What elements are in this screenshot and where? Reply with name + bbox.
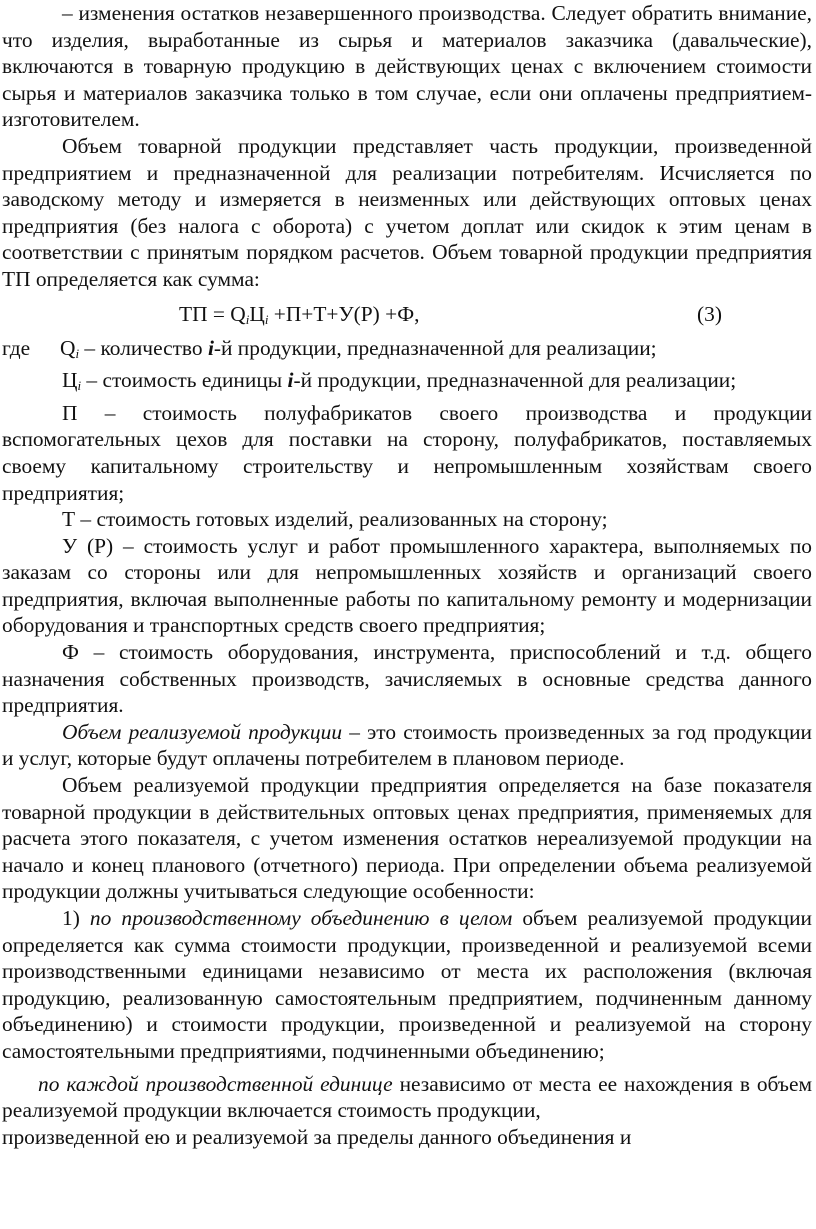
- definition-q: где $Q_i$ – количество i-й продукции, предназначенной для реализации;: [2, 335, 657, 361]
- paragraph-continuation: произведенной ею и реализуемой за пределы данного объединения и: [2, 1124, 632, 1149]
- paragraph-commodity-output: Объем товарной продукции представляет часть продукции, произведенной предприятием и предназначенной для реализации потребителям. Исчисляется по заводскому методу и измеряется в неизменных или действующих оптовых ценах предприятия (без налога с оборота) с учетом доплат или скидок к этим ценам в соответствии с принятым порядком расчетов. Объем товарной продукции предприятия ТП определяется как сумма:: [2, 133, 812, 291]
- paragraph-realized-output: Объем реализуемой продукции – это стоимость произведенных за год продукции и услуг, которые будут оплачены потребителем в плановом периоде.: [2, 719, 813, 771]
- formula-number: (3): [697, 301, 722, 326]
- definition-u: У (Р) – стоимость услуг и работ промышленного характера, выполняемых по заказам со стороны или для непромышленных хозяйств и организаций своего предприятия, включая выполненные работы по капитальному ремонту и модернизации оборудования и транспортных средств своего предприятия;: [2, 533, 812, 638]
- formula-3: [2, 293, 812, 335]
- definition-f: Ф – стоимость оборудования, инструмента, приспособлений и т.д. общего назначения собственных производств, зачисляемых в основные средства данного предприятия.: [2, 640, 812, 718]
- list-item-1: 1) по производственному объединению в целом объем реализуемой продукции определяется как сумма стоимости продукции, произведенной и реализуемой всеми производственными единицами независимо от места их расположения (включая продукцию, реализованную самостоятельным предприятием, подчиненным данному объединению) и стоимости продукции, произведенной и реализуемой на сторону самостоятельными предприятиями, подчиненными объединению;: [2, 906, 812, 1063]
- formula-expression: ТП = $Q_iЦ_i +П+Т+У(Р) +Ф$,: [179, 301, 420, 327]
- paragraph-wip: – изменения остатков незавершенного производства. Следует обратить внимание, что изделия, выработанные из сырья и материалов заказчика (давальческие), включаются в товарную продукцию в действующих ценах с включением стоимости сырья и материалов заказчика только в том случае, если они оплачены предприятием-изготовителем.: [2, 1, 812, 132]
- definition-p: П – стоимость полуфабрикатов своего производства и продукции вспомогательных цехов для поставки на сторону, полуфабрикатов, поставляемых своему капитальному строительству и непромышленным хозяйствам своего предприятия;: [2, 400, 812, 505]
- paragraph-realized-basis: Объем реализуемой продукции предприятия определяется на базе показателя товарной продукции в действительных оптовых ценах предприятия, применяемых для расчета этого показателя, с учетом изменения остатков нереализуемой продукции на начало и конец планового (отчетного) периода. При определении объема реализуемой продукции должны учитываться следующие особенности:: [2, 773, 812, 904]
- definition-t: Т – стоимость готовых изделий, реализованных на сторону;: [62, 507, 608, 532]
- definition-c: $Ц_i$ – стоимость единицы i-й продукции, предназначенной для реализации;: [62, 368, 737, 394]
- list-item-2: по каждой производственной единице независимо от места ее нахождения в объем реализуемой продукции включается стоимость продукции,: [2, 1071, 813, 1123]
